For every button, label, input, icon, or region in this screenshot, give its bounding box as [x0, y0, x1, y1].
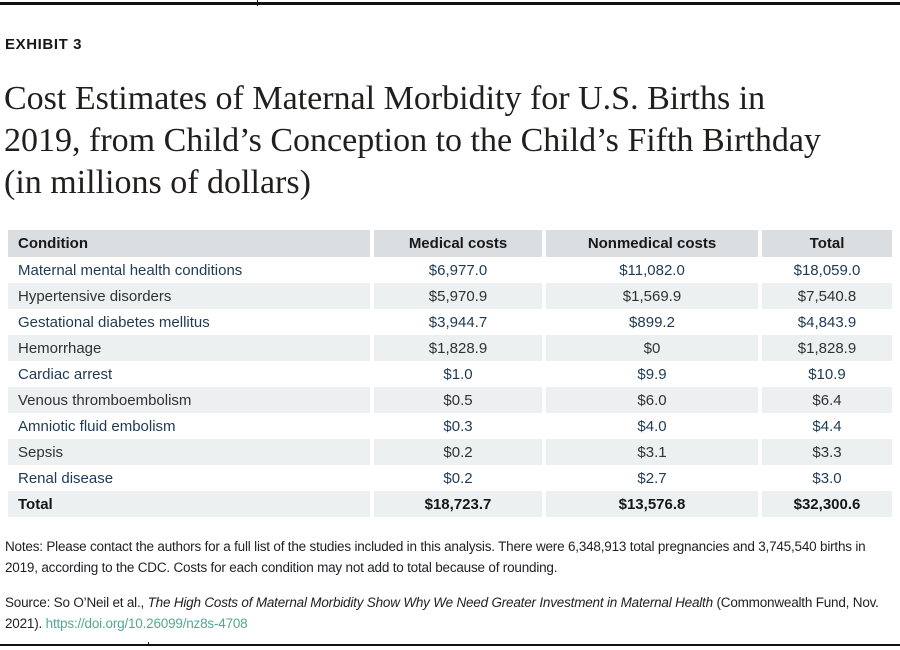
total-row-medical: $18,723.7: [374, 491, 542, 517]
source-prefix: Source: So O’Neil et al.,: [5, 595, 148, 610]
cell-medical-costs: $0.3: [443, 417, 473, 435]
cell-condition: Maternal mental health conditions: [18, 261, 243, 279]
cell-condition: Renal disease: [18, 469, 114, 487]
cost-table: [8, 230, 892, 517]
column-header-nonmedical-costs: Nonmedical costs: [546, 230, 758, 257]
cell-nonmedical-costs: $899.2: [629, 313, 675, 331]
column-header-condition: Condition: [8, 230, 370, 257]
table-row: [8, 257, 892, 283]
cell-total: $4,843.9: [797, 313, 857, 331]
top-rule: [0, 2, 900, 5]
cell-medical-costs: $0.2: [443, 469, 473, 487]
cell-medical-costs: $0.2: [374, 439, 542, 465]
cell-nonmedical-costs: $4.0: [637, 417, 667, 435]
table-body: [8, 257, 892, 491]
table-total-row: [8, 491, 892, 517]
cell-total: $18,059.0: [793, 261, 861, 279]
cell-total: $4.4: [812, 417, 842, 435]
cell-nonmedical-costs: $1,569.9: [546, 283, 758, 309]
cell-nonmedical-costs: $6.0: [546, 387, 758, 413]
cell-medical-costs: $6,977.0: [428, 261, 488, 279]
page-title-line-2: 2019, from Child’s Conception to the Child’s Fifth Birthday: [4, 122, 821, 159]
table-row: [8, 335, 892, 361]
table-row: [8, 439, 892, 465]
page-title: [4, 78, 889, 204]
cell-condition: Amniotic fluid embolism: [18, 417, 176, 435]
column-header-total: Total: [762, 230, 892, 257]
total-row-label: Total: [8, 491, 370, 517]
cell-condition: Gestational diabetes mellitus: [18, 313, 210, 331]
table-row: [8, 413, 892, 439]
top-rule-tick: [257, 0, 258, 6]
table-header-row: [8, 230, 892, 257]
total-row-nonmedical: $13,576.8: [546, 491, 758, 517]
cell-medical-costs: $0.5: [374, 387, 542, 413]
cell-condition: Cardiac arrest: [18, 365, 113, 383]
table-row: [8, 465, 892, 491]
cell-nonmedical-costs: $11,082.0: [619, 261, 685, 279]
cell-total: $3.0: [812, 469, 842, 487]
cell-nonmedical-costs: $3.1: [546, 439, 758, 465]
doi-link[interactable]: https://doi.org/10.26099/nz8s-4708: [45, 616, 248, 631]
cell-total: $6.4: [762, 387, 892, 413]
cell-condition: Hemorrhage: [8, 335, 370, 361]
table-row: [8, 309, 892, 335]
notes-text: Notes: Please contact the authors for a full list of the studies included in this analysis. There were 6,348,913 total pregnancies and 3,745,540 births in 2019, according to the CDC. Costs for each condition may not add to total because of rounding.: [5, 539, 866, 575]
column-header-medical-costs: Medical costs: [374, 230, 542, 257]
cell-medical-costs: $1,828.9: [374, 335, 542, 361]
bottom-rule: [0, 644, 900, 646]
cell-condition: Sepsis: [8, 439, 370, 465]
cell-condition: Venous thromboembolism: [8, 387, 370, 413]
source-publication-title: The High Costs of Maternal Morbidity Show Why We Need Greater Investment in Maternal Health: [147, 595, 713, 610]
table-row: [8, 387, 892, 413]
exhibit-label: EXHIBIT 3: [5, 36, 83, 53]
cell-medical-costs: $3,944.7: [428, 313, 488, 331]
table-row: [8, 361, 892, 387]
cell-nonmedical-costs: $9.9: [637, 365, 667, 383]
cell-condition: Hypertensive disorders: [8, 283, 370, 309]
cell-total: $10.9: [808, 365, 846, 383]
source-text: [5, 592, 893, 634]
cell-nonmedical-costs: $0: [546, 335, 758, 361]
total-row-total: $32,300.6: [762, 491, 892, 517]
cell-medical-costs: $5,970.9: [374, 283, 542, 309]
cell-medical-costs: $1.0: [443, 365, 473, 383]
cell-total: $3.3: [762, 439, 892, 465]
bottom-rule-tick: [148, 642, 149, 644]
source-suffix: (Commonwealth Fund, Nov. 2021).: [5, 595, 879, 631]
page-title-line-3: (in millions of dollars): [4, 164, 311, 201]
table-row: [8, 283, 892, 309]
page-title-line-1: Cost Estimates of Maternal Morbidity for U.S. Births in: [4, 80, 766, 117]
cell-total: $1,828.9: [762, 335, 892, 361]
cell-total: $7,540.8: [762, 283, 892, 309]
cell-nonmedical-costs: $2.7: [637, 469, 667, 487]
